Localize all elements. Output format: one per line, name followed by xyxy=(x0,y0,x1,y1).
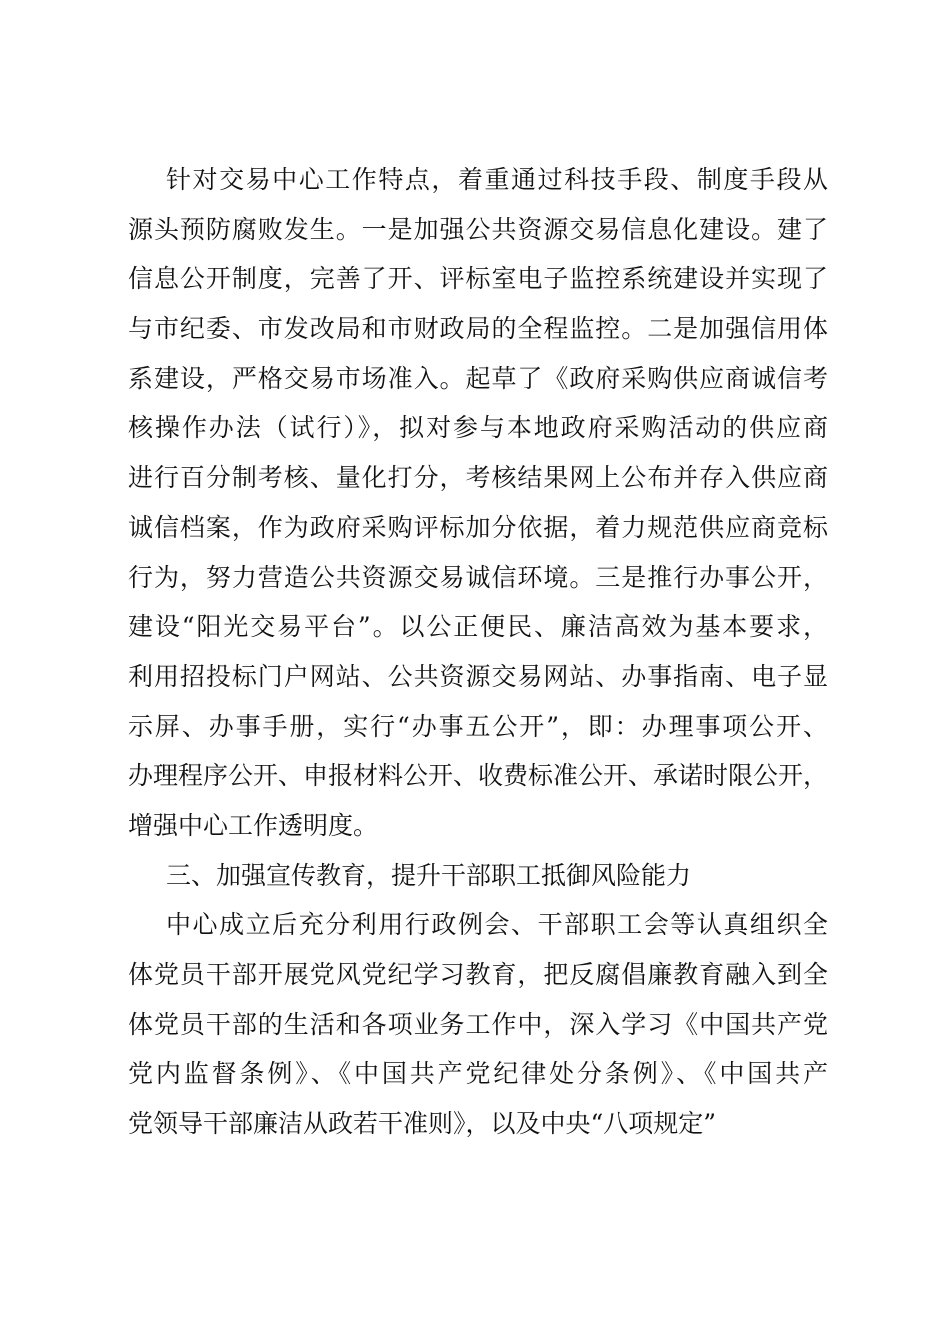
text-line: 建设“阳光交易平台”。以公正便民、廉洁高效为基本要求， xyxy=(128,612,828,642)
text-line: 党内监督条例》、《中国共产党纪律处分条例》、《中国共产 xyxy=(128,1059,828,1089)
text-line: 体党员干部的生活和各项业务工作中，深入学习《中国共产党 xyxy=(128,1009,828,1039)
text-line: 利用招投标门户网站、公共资源交易网站、办事指南、电子显 xyxy=(128,661,828,691)
text-line: 体党员干部开展党风党纪学习教育，把反腐倡廉教育融入到全 xyxy=(128,960,828,989)
text-line: 与市纪委、市发改局和市财政局的全程监控。二是加强信用体 xyxy=(128,314,828,344)
text-line: 行为，努力营造公共资源交易诚信环境。三是推行办事公开， xyxy=(128,562,828,592)
text-line: 办理程序公开、申报材料公开、收费标准公开、承诺时限公开， xyxy=(128,761,829,791)
text-line: 针对交易中心工作特点，着重通过科技手段、制度手段从 xyxy=(166,165,828,194)
text-line: 党领导干部廉洁从政若干准则》，以及中央“八项规定” xyxy=(128,1109,717,1139)
document-body xyxy=(128,155,828,1149)
text-line: 进行百分制考核、量化打分，考核结果网上公布并存入供应商 xyxy=(128,463,828,493)
paragraph-education xyxy=(128,900,828,1148)
text-line: 源头预防腐败发生。一是加强公共资源交易信息化建设。建了 xyxy=(128,214,828,244)
heading-text: 三、加强宣传教育，提升干部职工抵御风险能力 xyxy=(166,860,692,890)
text-line: 信息公开制度，完善了开、评标室电子监控系统建设并实现了 xyxy=(128,264,828,294)
text-line: 诚信档案，作为政府采购评标加分依据，着力规范供应商竞标 xyxy=(128,512,828,542)
text-line: 示屏、办事手册，实行“办事五公开”，即：办理事项公开、 xyxy=(128,711,828,741)
text-line: 增强中心工作透明度。 xyxy=(128,810,379,840)
text-line: 系建设，严格交易市场准入。起草了《政府采购供应商诚信考 xyxy=(128,363,828,393)
section-heading-3 xyxy=(128,851,828,901)
paragraph-source-prevention xyxy=(128,155,828,851)
text-line: 中心成立后充分利用行政例会、干部职工会等认真组织全 xyxy=(166,910,828,940)
text-line: 核操作办法（试行）》，拟对参与本地政府采购活动的供应商 xyxy=(128,413,828,443)
